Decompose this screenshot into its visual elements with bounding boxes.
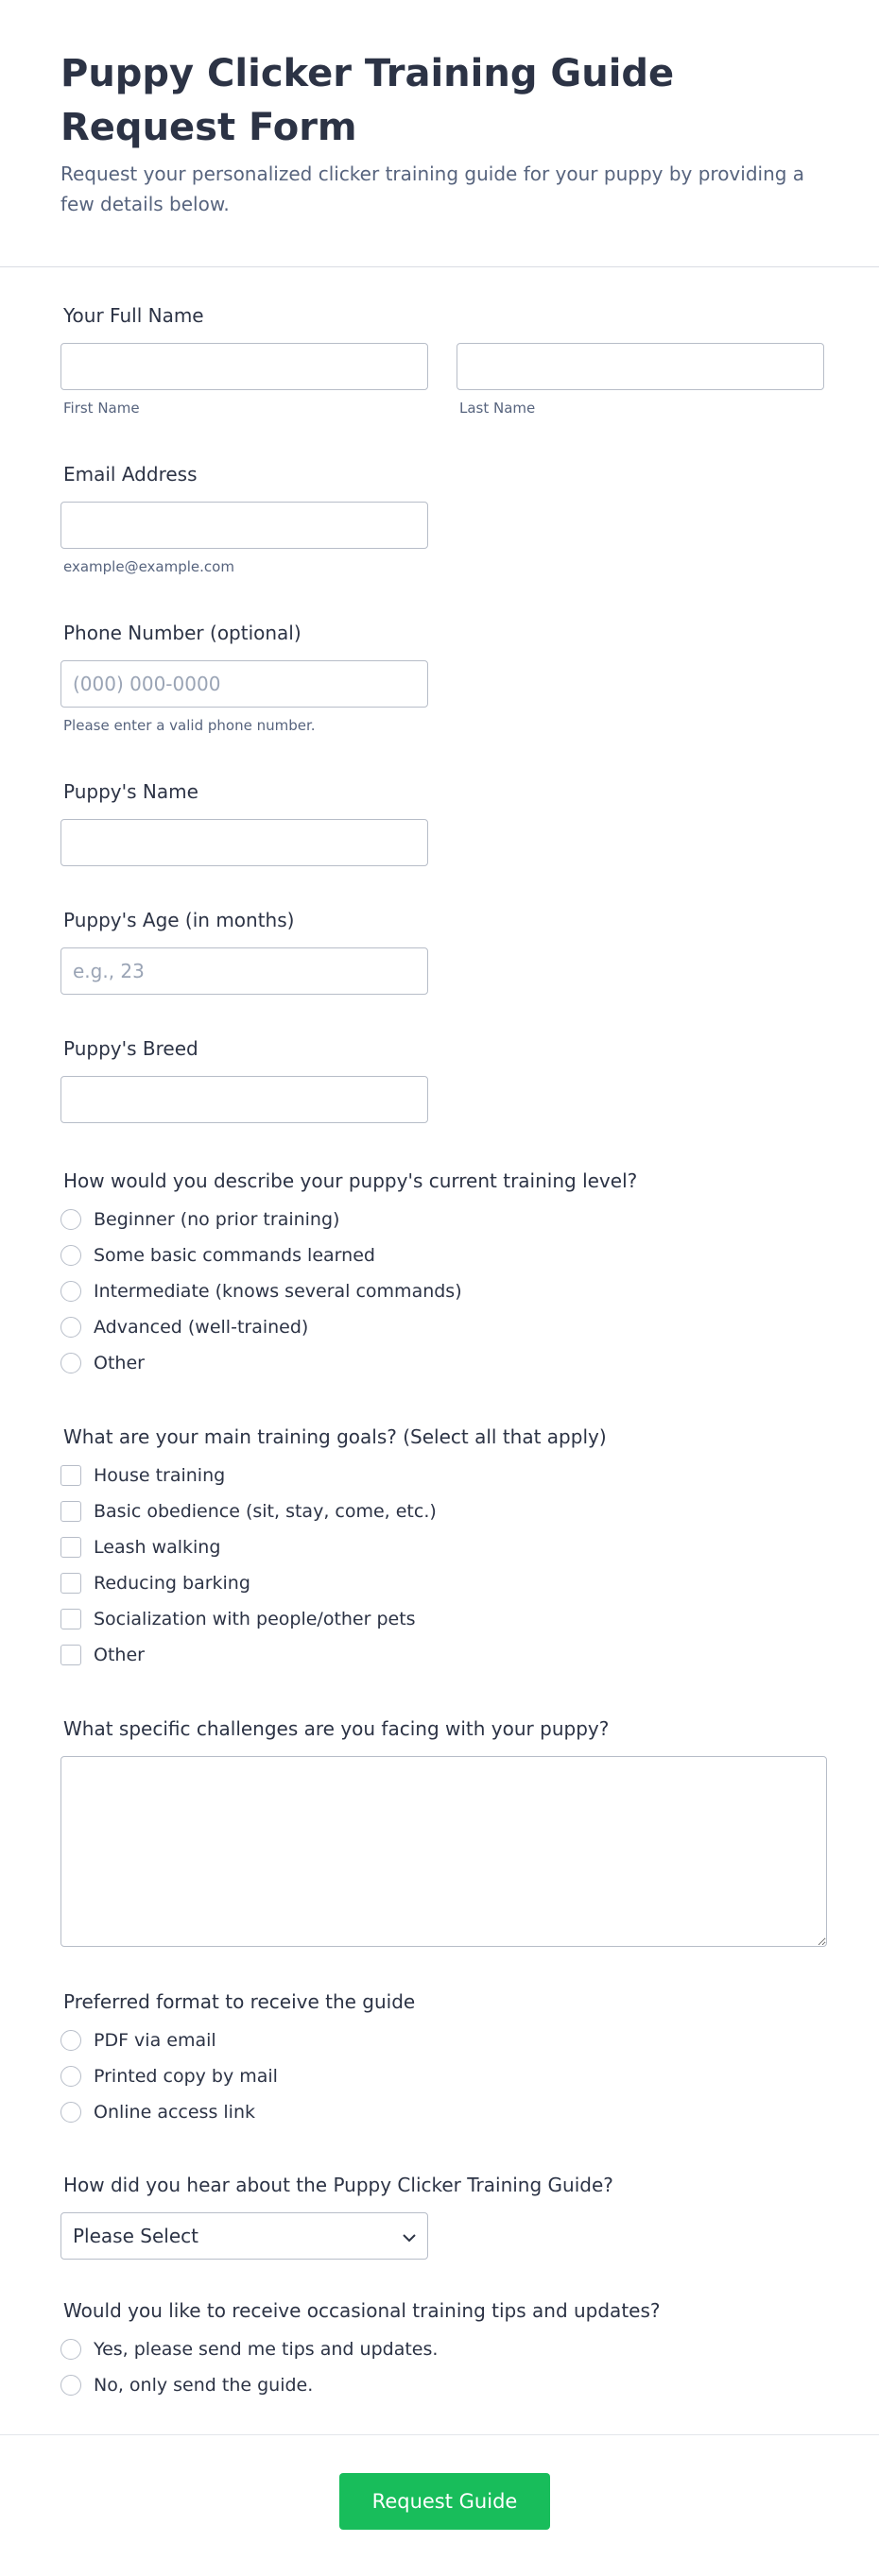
radio-button[interactable] — [60, 2102, 81, 2123]
request-guide-button[interactable]: Request Guide — [339, 2473, 550, 2530]
checkbox[interactable] — [60, 1609, 81, 1629]
challenges-textarea[interactable] — [60, 1756, 827, 1947]
training-goals-label: What are your main training goals? (Select all that apply) — [63, 1425, 607, 1448]
radio-button[interactable] — [60, 2066, 81, 2087]
phone-input[interactable] — [60, 660, 428, 708]
referral-label: How did you hear about the Puppy Clicker Training Guide? — [63, 2174, 613, 2196]
option-label: Yes, please send me tips and updates. — [94, 2339, 439, 2360]
first-name-input[interactable] — [60, 343, 428, 390]
chevron-down-icon — [403, 2225, 416, 2247]
training-level-field — [60, 1169, 637, 1381]
referral-select[interactable] — [60, 2212, 428, 2260]
puppy-age-field — [60, 909, 428, 995]
radio-button[interactable] — [60, 2339, 81, 2360]
full-name-field — [60, 304, 824, 417]
phone-field — [60, 622, 428, 734]
puppy-name-field — [60, 780, 428, 866]
option-label: Printed copy by mail — [94, 2066, 278, 2087]
option-label: Leash walking — [94, 1537, 221, 1558]
checkbox[interactable] — [60, 1645, 81, 1665]
training-level-option[interactable] — [60, 1345, 637, 1381]
referral-selected-value: Please Select — [73, 2225, 198, 2247]
option-label: Other — [94, 1353, 145, 1373]
referral-field — [60, 2174, 613, 2260]
puppy-breed-label: Puppy's Breed — [63, 1037, 198, 1060]
training-goal-option[interactable] — [60, 1493, 607, 1529]
first-name-sublabel: First Name — [63, 400, 140, 417]
option-label: Basic obedience (sit, stay, come, etc.) — [94, 1501, 437, 1522]
training-goal-option[interactable] — [60, 1529, 607, 1565]
full-name-label: Your Full Name — [63, 304, 204, 327]
training-goal-option[interactable] — [60, 1601, 607, 1637]
puppy-breed-field — [60, 1037, 428, 1123]
training-level-option[interactable] — [60, 1237, 637, 1273]
training-level-option[interactable] — [60, 1202, 637, 1237]
radio-button[interactable] — [60, 1281, 81, 1302]
checkbox[interactable] — [60, 1465, 81, 1486]
radio-button[interactable] — [60, 2375, 81, 2396]
training-level-option[interactable] — [60, 1273, 637, 1309]
checkbox[interactable] — [60, 1573, 81, 1594]
option-label: No, only send the guide. — [94, 2375, 314, 2396]
challenges-field — [60, 1717, 827, 1947]
option-label: PDF via email — [94, 2030, 216, 2051]
updates-option[interactable] — [60, 2331, 661, 2367]
radio-button[interactable] — [60, 1245, 81, 1266]
form-footer — [0, 2434, 879, 2576]
updates-option[interactable] — [60, 2367, 661, 2403]
training-goal-option[interactable] — [60, 1565, 607, 1601]
format-option[interactable] — [60, 2094, 415, 2130]
email-label: Email Address — [63, 463, 198, 486]
training-goal-option[interactable] — [60, 1458, 607, 1493]
page-subtitle: Request your personalized clicker training guide for your puppy by providing a few details below. — [60, 162, 805, 215]
format-label: Preferred format to receive the guide — [63, 1990, 416, 2013]
radio-button[interactable] — [60, 1209, 81, 1230]
phone-sublabel: Please enter a valid phone number. — [63, 717, 316, 734]
email-input[interactable] — [60, 502, 428, 549]
last-name-sublabel: Last Name — [459, 400, 536, 417]
email-sublabel: example@example.com — [63, 558, 234, 575]
training-level-label: How would you describe your puppy's current training level? — [63, 1169, 638, 1192]
option-label: Reducing barking — [94, 1573, 250, 1594]
puppy-name-input[interactable] — [60, 819, 428, 866]
checkbox[interactable] — [60, 1501, 81, 1522]
phone-label: Phone Number (optional) — [63, 622, 302, 644]
option-label: Socialization with people/other pets — [94, 1609, 416, 1629]
updates-label: Would you like to receive occasional training tips and updates? — [63, 2299, 661, 2322]
option-label: Some basic commands learned — [94, 1245, 375, 1266]
option-label: Advanced (well-trained) — [94, 1317, 309, 1338]
training-level-option[interactable] — [60, 1309, 637, 1345]
training-goals-field — [60, 1425, 607, 1673]
training-goal-option[interactable] — [60, 1637, 607, 1673]
option-label: Online access link — [94, 2102, 255, 2123]
page-title: Puppy Clicker Training Guide Request Form — [60, 52, 675, 149]
format-option[interactable] — [60, 2022, 415, 2058]
puppy-breed-input[interactable] — [60, 1076, 428, 1123]
puppy-age-label: Puppy's Age (in months) — [63, 909, 295, 931]
puppy-name-label: Puppy's Name — [63, 780, 198, 803]
radio-button[interactable] — [60, 1317, 81, 1338]
radio-button[interactable] — [60, 1353, 81, 1373]
challenges-label: What specific challenges are you facing with your puppy? — [63, 1717, 610, 1740]
option-label: Beginner (no prior training) — [94, 1209, 340, 1230]
updates-field — [60, 2299, 661, 2403]
option-label: Intermediate (knows several commands) — [94, 1281, 462, 1302]
option-label: Other — [94, 1645, 145, 1665]
email-field — [60, 463, 428, 575]
checkbox[interactable] — [60, 1537, 81, 1558]
puppy-age-input[interactable] — [60, 947, 428, 995]
form-header — [0, 0, 879, 267]
last-name-input[interactable] — [457, 343, 824, 390]
option-label: House training — [94, 1465, 226, 1486]
format-option[interactable] — [60, 2058, 415, 2094]
radio-button[interactable] — [60, 2030, 81, 2051]
format-field — [60, 1990, 415, 2130]
